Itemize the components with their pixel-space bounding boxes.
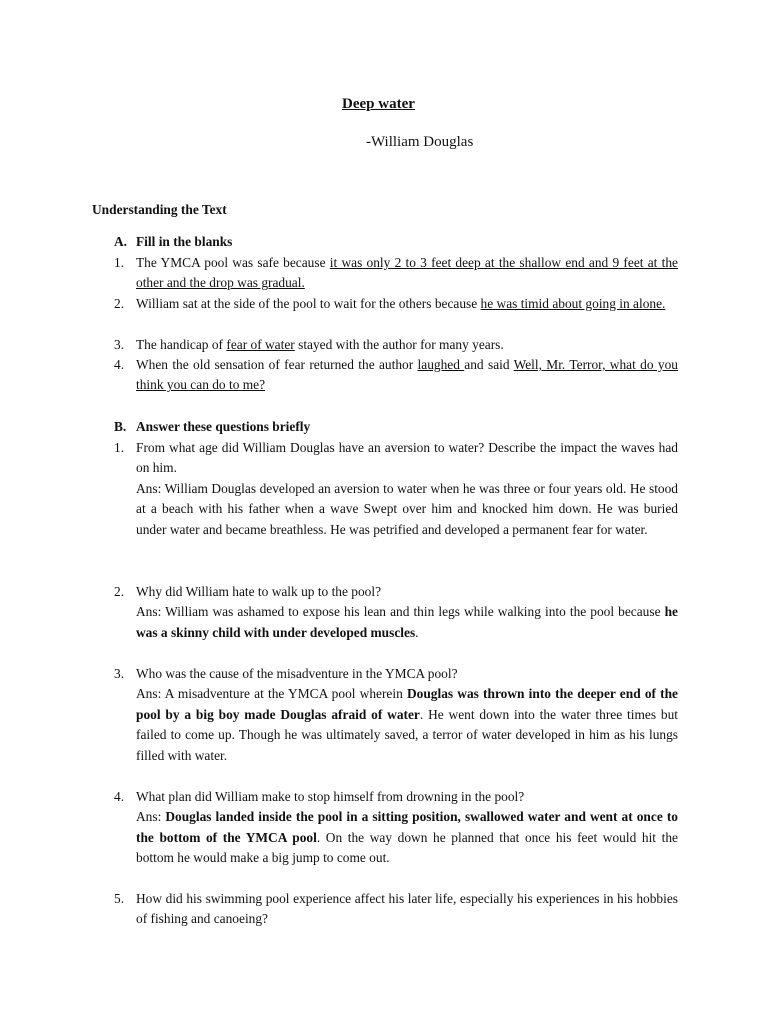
question-number: 5. <box>114 891 125 906</box>
question-text: How did his swimming pool experience affect his later life, especially his experiences in his hobbies of fishing and canoeing? <box>136 891 678 927</box>
blank-answer: it was only 2 to 3 feet deep at the shallow end and 9 feet at the other and the drop was gradual. <box>136 255 678 291</box>
answer-highlight: Douglas landed inside the pool in a sitting position, swallowed water and went at once to the bottom of the YMCA pool <box>136 809 678 845</box>
blank-prompt-mid: and said <box>464 357 514 372</box>
question-number: 4. <box>114 789 125 804</box>
section-subtitle: Understanding the Text <box>92 202 227 217</box>
item-number: 3. <box>114 337 125 352</box>
section-b-heading <box>114 417 310 437</box>
question-1 <box>114 438 678 540</box>
item-number: 4. <box>114 357 125 372</box>
question-number: 2. <box>114 584 125 599</box>
blank-prompt-end: stayed with the author for many years. <box>294 337 504 352</box>
answer-lead: Ans: A misadventure at the YMCA pool wherein <box>136 686 407 702</box>
section-a-letter: A. <box>114 234 128 249</box>
document-title: Deep water <box>342 96 415 112</box>
blank-answer: he was timid about going in alone. <box>480 296 666 311</box>
item-number: 2. <box>114 296 125 311</box>
question-number: 3. <box>114 666 125 681</box>
question-5 <box>114 889 678 930</box>
answer-tail: . On the way down he planned that once his feet would hit the bottom he would make a big jump to come out. <box>136 829 678 866</box>
section-a-title: Fill in the blanks <box>136 234 233 249</box>
blank-answer-2: Well, Mr. Terror, what do you think you can do to me? <box>136 357 678 393</box>
question-number: 1. <box>114 440 125 455</box>
answer-lead: Ans: <box>136 809 166 825</box>
answer-text <box>136 602 678 643</box>
section-a-heading <box>114 232 232 252</box>
blank-item-1 <box>114 253 678 294</box>
answer-text <box>136 684 678 766</box>
blank-prompt: William sat at the side of the pool to wait for the others because <box>136 296 481 311</box>
blank-answer: laughed <box>417 357 465 372</box>
question-3 <box>114 664 678 766</box>
answer-highlight: he was a skinny child with under developed muscles <box>136 604 678 640</box>
answer-highlight: Douglas was thrown into the deeper end of the pool by a big boy made Douglas afraid of water <box>136 686 679 722</box>
question-text: From what age did William Douglas have an aversion to water? Describe the impact the waves had on him. <box>136 440 678 476</box>
question-text: Why did William hate to walk up to the pool? <box>136 584 382 599</box>
question-4 <box>114 787 678 869</box>
answer-tail: . <box>415 624 419 640</box>
section-b-letter: B. <box>114 419 127 434</box>
answer-lead: Ans: William was ashamed to expose his lean and thin legs while walking into the pool because <box>136 604 665 620</box>
question-text: Who was the cause of the misadventure in the YMCA pool? <box>136 666 458 681</box>
blank-prompt: The YMCA pool was safe because <box>136 255 330 270</box>
blank-prompt: The handicap of <box>136 337 227 352</box>
question-text: What plan did William make to stop himself from drowning in the pool? <box>136 789 525 804</box>
blank-prompt: When the old sensation of fear returned the author <box>136 357 418 372</box>
blank-item-2 <box>114 294 678 314</box>
item-number: 1. <box>114 255 125 270</box>
question-2 <box>114 582 678 643</box>
answer-text: Ans: William Douglas developed an aversion to water when he was three or four years old. He stood at a beach with his father when a wave Swept over him and knocked him down. He was buried under water and became breathless. He was petrified and developed a permanent fear for water. <box>136 480 678 537</box>
blank-answer: fear of water <box>226 337 295 352</box>
document-author: -William Douglas <box>366 134 474 150</box>
blank-item-4 <box>114 355 678 396</box>
answer-tail: . He went down into the water three times but failed to come up. Though he was ultimately saved, a terror of water developed in him as his lungs filled with water. <box>136 706 678 763</box>
section-b-title: Answer these questions briefly <box>136 419 311 434</box>
answer-text <box>136 807 678 868</box>
blank-item-3 <box>114 335 678 355</box>
